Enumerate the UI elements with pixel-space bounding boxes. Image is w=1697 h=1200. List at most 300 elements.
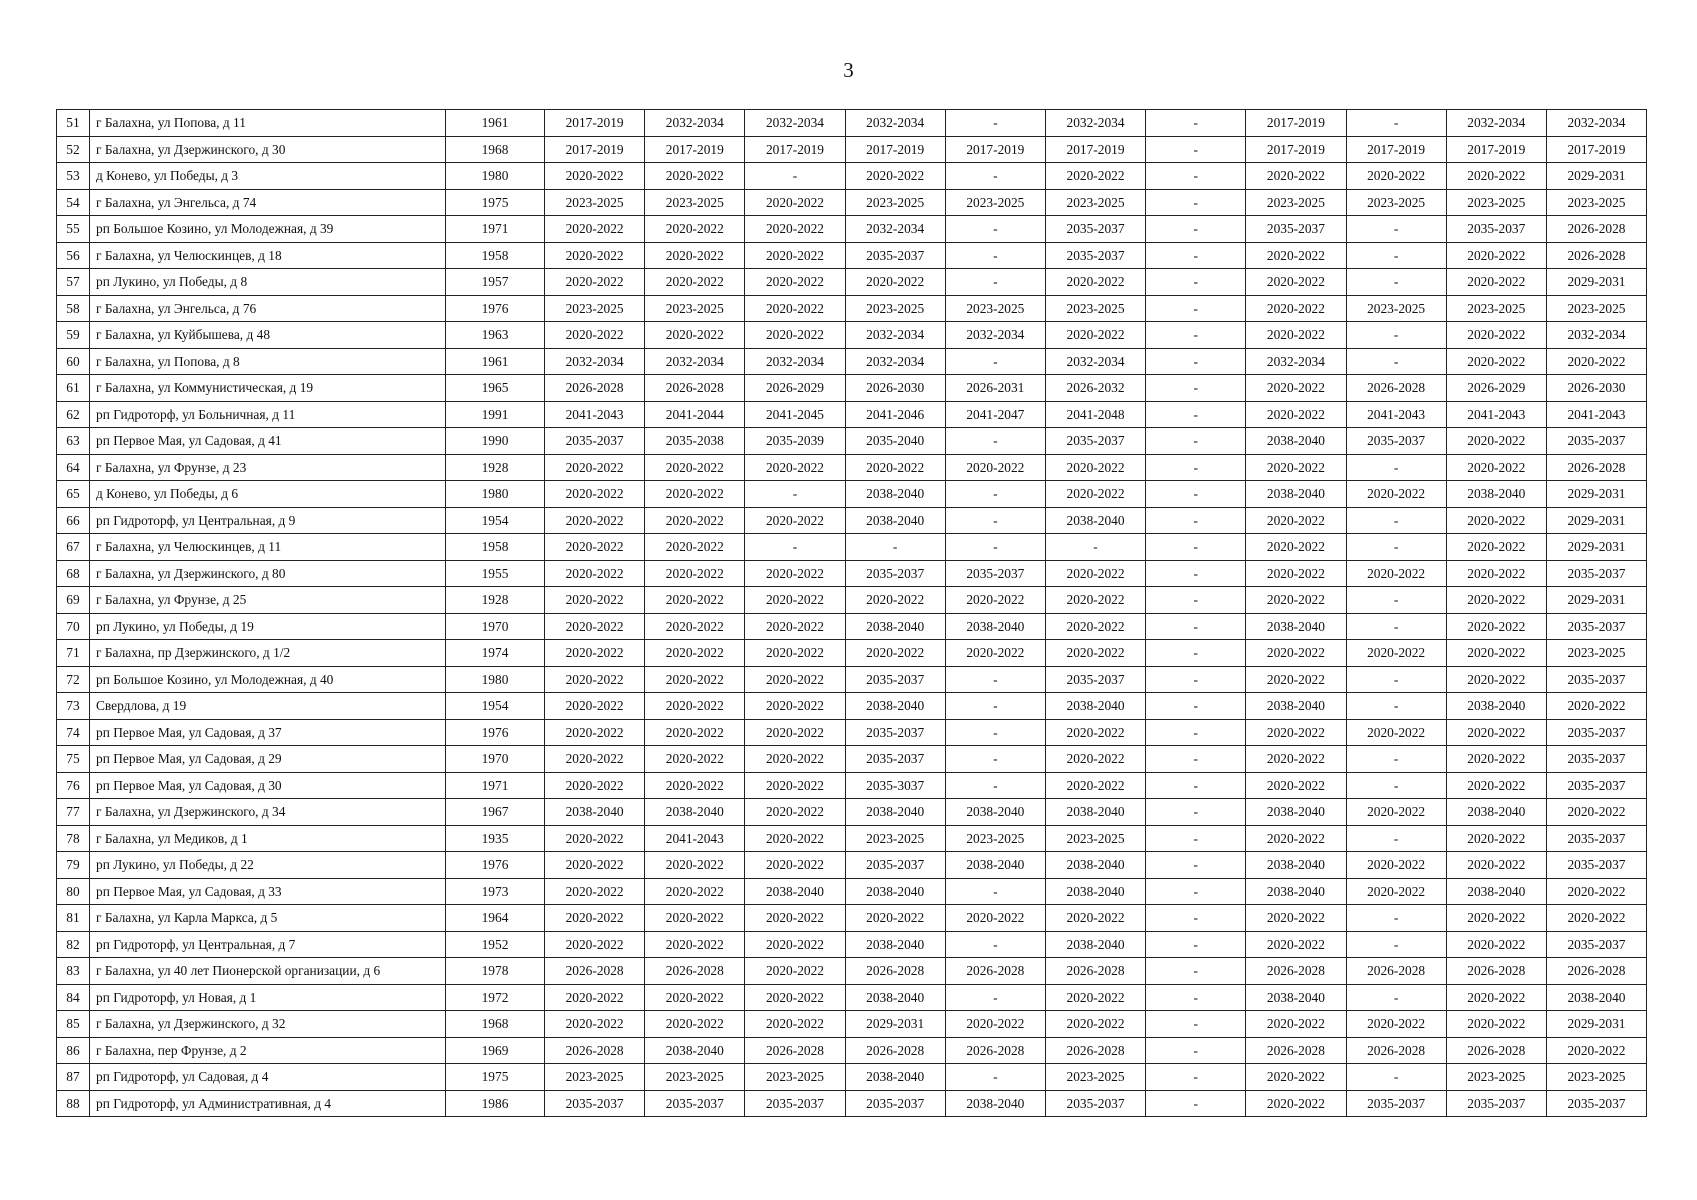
build-year-cell: 1974 (446, 640, 545, 667)
period-col-12-cell: 2020-2022 (1346, 560, 1446, 587)
period-col-7-cell: 2020-2022 (845, 640, 945, 667)
address-cell: рп Первое Мая, ул Садовая, д 33 (90, 878, 446, 905)
table-row (57, 1037, 1647, 1064)
row-number-cell: 57 (57, 269, 90, 296)
period-col-8-cell: - (945, 931, 1045, 958)
period-col-6-cell: - (745, 534, 845, 561)
period-col-12-cell: 2020-2022 (1346, 852, 1446, 879)
period-col-14-cell: 2035-2037 (1546, 931, 1646, 958)
period-col-13-cell: 2020-2022 (1446, 322, 1546, 349)
period-col-12-cell: - (1346, 507, 1446, 534)
build-year-cell: 1957 (446, 269, 545, 296)
period-col-6-cell: 2020-2022 (745, 640, 845, 667)
period-col-12-cell: - (1346, 1064, 1446, 1091)
period-col-12-cell: - (1346, 216, 1446, 243)
period-col-5-cell: 2020-2022 (645, 878, 745, 905)
address-cell: г Балахна, ул Фрунзе, д 25 (90, 587, 446, 614)
period-col-5-cell: 2032-2034 (645, 110, 745, 137)
period-col-4-cell: 2032-2034 (545, 348, 645, 375)
period-col-6-cell: 2020-2022 (745, 269, 845, 296)
period-col-6-cell: 2026-2029 (745, 375, 845, 402)
table-body (57, 110, 1647, 1117)
period-col-14-cell: 2026-2028 (1546, 454, 1646, 481)
period-col-13-cell: 2020-2022 (1446, 746, 1546, 773)
period-col-9-cell: 2038-2040 (1045, 799, 1145, 826)
period-col-5-cell: 2020-2022 (645, 481, 745, 508)
row-number-cell: 51 (57, 110, 90, 137)
period-col-10-cell: - (1146, 322, 1246, 349)
period-col-14-cell: 2020-2022 (1546, 878, 1646, 905)
period-col-6-cell: 2035-2039 (745, 428, 845, 455)
period-col-7-cell: 2017-2019 (845, 136, 945, 163)
row-number-cell: 75 (57, 746, 90, 773)
period-col-7-cell: 2038-2040 (845, 693, 945, 720)
period-col-11-cell: 2020-2022 (1246, 401, 1346, 428)
period-col-7-cell: 2032-2034 (845, 110, 945, 137)
period-col-6-cell: 2020-2022 (745, 931, 845, 958)
period-col-14-cell: 2029-2031 (1546, 269, 1646, 296)
period-col-11-cell: 2020-2022 (1246, 560, 1346, 587)
period-col-6-cell: 2020-2022 (745, 666, 845, 693)
address-cell: г Балахна, ул Челюскинцев, д 18 (90, 242, 446, 269)
address-cell: г Балахна, ул Коммунистическая, д 19 (90, 375, 446, 402)
period-col-9-cell: 2032-2034 (1045, 110, 1145, 137)
period-col-6-cell: 2017-2019 (745, 136, 845, 163)
period-col-13-cell: 2020-2022 (1446, 163, 1546, 190)
period-col-10-cell: - (1146, 401, 1246, 428)
period-col-9-cell: 2026-2032 (1045, 375, 1145, 402)
period-col-4-cell: 2020-2022 (545, 242, 645, 269)
table-row (57, 534, 1647, 561)
period-col-12-cell: - (1346, 666, 1446, 693)
build-year-cell: 1935 (446, 825, 545, 852)
period-col-6-cell: 2020-2022 (745, 454, 845, 481)
period-col-10-cell: - (1146, 587, 1246, 614)
period-col-12-cell: 2041-2043 (1346, 401, 1446, 428)
build-year-cell: 1969 (446, 1037, 545, 1064)
period-col-4-cell: 2020-2022 (545, 931, 645, 958)
period-col-12-cell: - (1346, 110, 1446, 137)
period-col-7-cell: 2020-2022 (845, 454, 945, 481)
period-col-5-cell: 2035-2038 (645, 428, 745, 455)
row-number-cell: 66 (57, 507, 90, 534)
period-col-10-cell: - (1146, 1037, 1246, 1064)
period-col-6-cell: 2020-2022 (745, 560, 845, 587)
period-col-10-cell: - (1146, 1090, 1246, 1117)
period-col-14-cell: 2029-2031 (1546, 587, 1646, 614)
period-col-11-cell: 2020-2022 (1246, 1090, 1346, 1117)
period-col-12-cell: 2020-2022 (1346, 1011, 1446, 1038)
period-col-7-cell: 2035-2037 (845, 242, 945, 269)
period-col-11-cell: 2020-2022 (1246, 640, 1346, 667)
period-col-4-cell: 2020-2022 (545, 693, 645, 720)
row-number-cell: 69 (57, 587, 90, 614)
period-col-9-cell: 2035-2037 (1045, 216, 1145, 243)
period-col-10-cell: - (1146, 481, 1246, 508)
period-col-8-cell: 2020-2022 (945, 1011, 1045, 1038)
period-col-4-cell: 2020-2022 (545, 163, 645, 190)
period-col-14-cell: 2020-2022 (1546, 905, 1646, 932)
table-row (57, 640, 1647, 667)
period-col-13-cell: 2020-2022 (1446, 640, 1546, 667)
period-col-6-cell: 2020-2022 (745, 719, 845, 746)
address-cell: г Балахна, ул Попова, д 8 (90, 348, 446, 375)
period-col-11-cell: 2020-2022 (1246, 322, 1346, 349)
period-col-14-cell: 2029-2031 (1546, 481, 1646, 508)
period-col-6-cell: 2020-2022 (745, 825, 845, 852)
build-year-cell: 1991 (446, 401, 545, 428)
period-col-12-cell: - (1346, 825, 1446, 852)
row-number-cell: 79 (57, 852, 90, 879)
period-col-8-cell: - (945, 693, 1045, 720)
address-cell: г Балахна, ул Дзержинского, д 34 (90, 799, 446, 826)
period-col-11-cell: 2038-2040 (1246, 613, 1346, 640)
period-col-4-cell: 2020-2022 (545, 587, 645, 614)
address-cell: рп Первое Мая, ул Садовая, д 29 (90, 746, 446, 773)
period-col-9-cell: 2020-2022 (1045, 454, 1145, 481)
period-col-7-cell: 2038-2040 (845, 878, 945, 905)
period-col-12-cell: 2026-2028 (1346, 958, 1446, 985)
period-col-10-cell: - (1146, 799, 1246, 826)
period-col-4-cell: 2020-2022 (545, 322, 645, 349)
period-col-10-cell: - (1146, 640, 1246, 667)
build-year-cell: 1976 (446, 295, 545, 322)
period-col-9-cell: 2020-2022 (1045, 746, 1145, 773)
build-year-cell: 1952 (446, 931, 545, 958)
row-number-cell: 52 (57, 136, 90, 163)
period-col-5-cell: 2020-2022 (645, 1011, 745, 1038)
period-col-5-cell: 2020-2022 (645, 613, 745, 640)
period-col-8-cell: 2038-2040 (945, 852, 1045, 879)
period-col-13-cell: 2020-2022 (1446, 719, 1546, 746)
period-col-14-cell: 2026-2028 (1546, 958, 1646, 985)
period-col-14-cell: 2041-2043 (1546, 401, 1646, 428)
period-col-4-cell: 2020-2022 (545, 640, 645, 667)
period-col-5-cell: 2020-2022 (645, 507, 745, 534)
period-col-10-cell: - (1146, 719, 1246, 746)
period-col-12-cell: - (1346, 746, 1446, 773)
period-col-8-cell: 2020-2022 (945, 587, 1045, 614)
period-col-12-cell: - (1346, 905, 1446, 932)
row-number-cell: 54 (57, 189, 90, 216)
period-col-14-cell: 2035-2037 (1546, 613, 1646, 640)
period-col-10-cell: - (1146, 825, 1246, 852)
table-row (57, 587, 1647, 614)
period-col-12-cell: - (1346, 587, 1446, 614)
period-col-13-cell: 2020-2022 (1446, 905, 1546, 932)
period-col-5-cell: 2020-2022 (645, 163, 745, 190)
period-col-10-cell: - (1146, 905, 1246, 932)
page-number: 3 (843, 58, 854, 82)
period-col-8-cell: - (945, 666, 1045, 693)
period-col-10-cell: - (1146, 295, 1246, 322)
period-col-12-cell: 2017-2019 (1346, 136, 1446, 163)
row-number-cell: 86 (57, 1037, 90, 1064)
period-col-7-cell: 2020-2022 (845, 269, 945, 296)
row-number-cell: 85 (57, 1011, 90, 1038)
period-col-11-cell: 2020-2022 (1246, 242, 1346, 269)
build-year-cell: 1972 (446, 984, 545, 1011)
period-col-14-cell: 2035-2037 (1546, 772, 1646, 799)
address-cell: г Балахна, ул Дзержинского, д 30 (90, 136, 446, 163)
period-col-7-cell: 2038-2040 (845, 507, 945, 534)
period-col-7-cell: 2035-2037 (845, 719, 945, 746)
table-row (57, 958, 1647, 985)
period-col-5-cell: 2020-2022 (645, 216, 745, 243)
build-year-cell: 1958 (446, 242, 545, 269)
build-year-cell: 1978 (446, 958, 545, 985)
period-col-9-cell: 2026-2028 (1045, 1037, 1145, 1064)
period-col-11-cell: 2020-2022 (1246, 746, 1346, 773)
period-col-13-cell: 2038-2040 (1446, 693, 1546, 720)
row-number-cell: 56 (57, 242, 90, 269)
period-col-13-cell: 2023-2025 (1446, 1064, 1546, 1091)
period-col-8-cell: - (945, 348, 1045, 375)
period-col-8-cell: - (945, 110, 1045, 137)
address-cell: рп Лукино, ул Победы, д 8 (90, 269, 446, 296)
period-col-13-cell: 2020-2022 (1446, 507, 1546, 534)
period-col-7-cell: 2035-2037 (845, 746, 945, 773)
table-row (57, 799, 1647, 826)
period-col-11-cell: 2020-2022 (1246, 375, 1346, 402)
period-col-12-cell: - (1346, 613, 1446, 640)
period-col-9-cell: 2026-2028 (1045, 958, 1145, 985)
address-cell: г Балахна, ул Куйбышева, д 48 (90, 322, 446, 349)
period-col-12-cell: 2035-2037 (1346, 428, 1446, 455)
period-col-7-cell: 2038-2040 (845, 481, 945, 508)
period-col-11-cell: 2017-2019 (1246, 110, 1346, 137)
period-col-10-cell: - (1146, 772, 1246, 799)
table-row (57, 878, 1647, 905)
period-col-5-cell: 2026-2028 (645, 375, 745, 402)
period-col-11-cell: 2020-2022 (1246, 931, 1346, 958)
period-col-6-cell: 2035-2037 (745, 1090, 845, 1117)
period-col-5-cell: 2020-2022 (645, 454, 745, 481)
period-col-8-cell: - (945, 507, 1045, 534)
period-col-7-cell: 2035-3037 (845, 772, 945, 799)
period-col-5-cell: 2038-2040 (645, 1037, 745, 1064)
row-number-cell: 80 (57, 878, 90, 905)
period-col-13-cell: 2020-2022 (1446, 348, 1546, 375)
period-col-11-cell: 2020-2022 (1246, 454, 1346, 481)
row-number-cell: 73 (57, 693, 90, 720)
row-number-cell: 53 (57, 163, 90, 190)
address-cell: г Балахна, пр Дзержинского, д 1/2 (90, 640, 446, 667)
period-col-7-cell: 2026-2028 (845, 958, 945, 985)
table-row (57, 136, 1647, 163)
build-year-cell: 1975 (446, 1064, 545, 1091)
period-col-8-cell: - (945, 481, 1045, 508)
table-row (57, 428, 1647, 455)
row-number-cell: 58 (57, 295, 90, 322)
address-cell: г Балахна, ул Челюскинцев, д 11 (90, 534, 446, 561)
period-col-5-cell: 2020-2022 (645, 852, 745, 879)
period-col-12-cell: 2023-2025 (1346, 295, 1446, 322)
period-col-8-cell: 2032-2034 (945, 322, 1045, 349)
period-col-14-cell: 2017-2019 (1546, 136, 1646, 163)
period-col-8-cell: 2026-2028 (945, 958, 1045, 985)
table-row (57, 666, 1647, 693)
row-number-cell: 60 (57, 348, 90, 375)
period-col-10-cell: - (1146, 454, 1246, 481)
row-number-cell: 55 (57, 216, 90, 243)
period-col-13-cell: 2020-2022 (1446, 984, 1546, 1011)
period-col-6-cell: 2020-2022 (745, 189, 845, 216)
period-col-12-cell: - (1346, 931, 1446, 958)
address-cell: рп Гидроторф, ул Новая, д 1 (90, 984, 446, 1011)
period-col-4-cell: 2020-2022 (545, 878, 645, 905)
build-year-cell: 1975 (446, 189, 545, 216)
period-col-8-cell: - (945, 216, 1045, 243)
period-col-12-cell: - (1346, 772, 1446, 799)
period-col-9-cell: 2035-2037 (1045, 242, 1145, 269)
period-col-12-cell: 2020-2022 (1346, 640, 1446, 667)
address-cell: рп Большое Козино, ул Молодежная, д 39 (90, 216, 446, 243)
period-col-9-cell: 2038-2040 (1045, 507, 1145, 534)
period-col-5-cell: 2032-2034 (645, 348, 745, 375)
period-col-8-cell: 2023-2025 (945, 825, 1045, 852)
period-col-10-cell: - (1146, 852, 1246, 879)
period-col-6-cell: - (745, 481, 845, 508)
period-col-9-cell: 2020-2022 (1045, 613, 1145, 640)
period-col-9-cell: 2020-2022 (1045, 640, 1145, 667)
address-cell: г Балахна, ул Попова, д 11 (90, 110, 446, 137)
address-cell: рп Гидроторф, ул Больничная, д 11 (90, 401, 446, 428)
period-col-8-cell: 2023-2025 (945, 189, 1045, 216)
row-number-cell: 83 (57, 958, 90, 985)
table-row (57, 322, 1647, 349)
period-col-6-cell: 2032-2034 (745, 348, 845, 375)
period-col-7-cell: 2020-2022 (845, 163, 945, 190)
period-col-4-cell: 2035-2037 (545, 1090, 645, 1117)
period-col-9-cell: 2035-2037 (1045, 666, 1145, 693)
period-col-6-cell: 2020-2022 (745, 295, 845, 322)
period-col-14-cell: 2032-2034 (1546, 110, 1646, 137)
period-col-14-cell: 2035-2037 (1546, 1090, 1646, 1117)
period-col-9-cell: 2020-2022 (1045, 905, 1145, 932)
period-col-11-cell: 2020-2022 (1246, 905, 1346, 932)
period-col-11-cell: 2020-2022 (1246, 163, 1346, 190)
period-col-8-cell: - (945, 534, 1045, 561)
period-col-11-cell: 2020-2022 (1246, 507, 1346, 534)
period-col-5-cell: 2020-2022 (645, 269, 745, 296)
period-col-8-cell: 2026-2028 (945, 1037, 1045, 1064)
period-col-7-cell: 2035-2037 (845, 666, 945, 693)
period-col-10-cell: - (1146, 666, 1246, 693)
period-col-14-cell: 2026-2028 (1546, 242, 1646, 269)
period-col-4-cell: 2026-2028 (545, 958, 645, 985)
build-year-cell: 1958 (446, 534, 545, 561)
period-col-11-cell: 2038-2040 (1246, 799, 1346, 826)
period-col-13-cell: 2020-2022 (1446, 269, 1546, 296)
period-col-11-cell: 2038-2040 (1246, 693, 1346, 720)
period-col-12-cell: - (1346, 242, 1446, 269)
build-year-cell: 1980 (446, 481, 545, 508)
table-row (57, 772, 1647, 799)
period-col-4-cell: 2020-2022 (545, 454, 645, 481)
period-col-5-cell: 2041-2044 (645, 401, 745, 428)
table-row (57, 931, 1647, 958)
period-col-4-cell: 2020-2022 (545, 613, 645, 640)
period-col-12-cell: - (1346, 348, 1446, 375)
period-col-14-cell: 2029-2031 (1546, 163, 1646, 190)
period-col-7-cell: 2026-2028 (845, 1037, 945, 1064)
period-col-4-cell: 2035-2037 (545, 428, 645, 455)
period-col-9-cell: 2020-2022 (1045, 1011, 1145, 1038)
build-year-cell: 1965 (446, 375, 545, 402)
row-number-cell: 81 (57, 905, 90, 932)
period-col-4-cell: 2017-2019 (545, 110, 645, 137)
period-col-10-cell: - (1146, 984, 1246, 1011)
period-col-10-cell: - (1146, 1011, 1246, 1038)
period-col-13-cell: 2026-2028 (1446, 1037, 1546, 1064)
period-col-4-cell: 2023-2025 (545, 1064, 645, 1091)
period-col-9-cell: 2020-2022 (1045, 481, 1145, 508)
period-col-5-cell: 2035-2037 (645, 1090, 745, 1117)
period-col-11-cell: 2038-2040 (1246, 428, 1346, 455)
period-col-7-cell: 2038-2040 (845, 984, 945, 1011)
period-col-6-cell: 2041-2045 (745, 401, 845, 428)
period-col-4-cell: 2020-2022 (545, 719, 645, 746)
address-cell: рп Гидроторф, ул Садовая, д 4 (90, 1064, 446, 1091)
period-col-4-cell: 2023-2025 (545, 295, 645, 322)
period-col-12-cell: 2026-2028 (1346, 1037, 1446, 1064)
period-col-13-cell: 2020-2022 (1446, 931, 1546, 958)
period-col-14-cell: 2035-2037 (1546, 746, 1646, 773)
period-col-4-cell: 2020-2022 (545, 507, 645, 534)
period-col-7-cell: 2020-2022 (845, 587, 945, 614)
period-col-11-cell: 2023-2025 (1246, 189, 1346, 216)
period-col-14-cell: 2029-2031 (1546, 534, 1646, 561)
period-col-8-cell: 2020-2022 (945, 454, 1045, 481)
period-col-5-cell: 2020-2022 (645, 242, 745, 269)
period-col-4-cell: 2020-2022 (545, 560, 645, 587)
period-col-13-cell: 2026-2029 (1446, 375, 1546, 402)
period-col-8-cell: 2035-2037 (945, 560, 1045, 587)
period-col-12-cell: - (1346, 534, 1446, 561)
build-year-cell: 1954 (446, 507, 545, 534)
period-col-14-cell: 2035-2037 (1546, 560, 1646, 587)
row-number-cell: 87 (57, 1064, 90, 1091)
table-row (57, 269, 1647, 296)
build-year-cell: 1976 (446, 719, 545, 746)
period-col-9-cell: 2038-2040 (1045, 878, 1145, 905)
period-col-6-cell: 2020-2022 (745, 1011, 845, 1038)
period-col-7-cell: 2020-2022 (845, 905, 945, 932)
table-row (57, 719, 1647, 746)
period-col-8-cell: 2041-2047 (945, 401, 1045, 428)
period-col-11-cell: 2038-2040 (1246, 481, 1346, 508)
period-col-7-cell: 2035-2037 (845, 1090, 945, 1117)
period-col-14-cell: 2020-2022 (1546, 693, 1646, 720)
table-row (57, 905, 1647, 932)
period-col-9-cell: 2020-2022 (1045, 587, 1145, 614)
period-col-14-cell: 2023-2025 (1546, 640, 1646, 667)
period-col-5-cell: 2041-2043 (645, 825, 745, 852)
period-col-7-cell: 2029-2031 (845, 1011, 945, 1038)
table-row (57, 507, 1647, 534)
period-col-14-cell: 2035-2037 (1546, 719, 1646, 746)
period-col-5-cell: 2020-2022 (645, 693, 745, 720)
period-col-12-cell: - (1346, 984, 1446, 1011)
period-col-7-cell: 2023-2025 (845, 825, 945, 852)
period-col-9-cell: 2020-2022 (1045, 163, 1145, 190)
table-row (57, 401, 1647, 428)
period-col-11-cell: 2020-2022 (1246, 587, 1346, 614)
row-number-cell: 72 (57, 666, 90, 693)
table-row (57, 693, 1647, 720)
period-col-14-cell: 2035-2037 (1546, 852, 1646, 879)
